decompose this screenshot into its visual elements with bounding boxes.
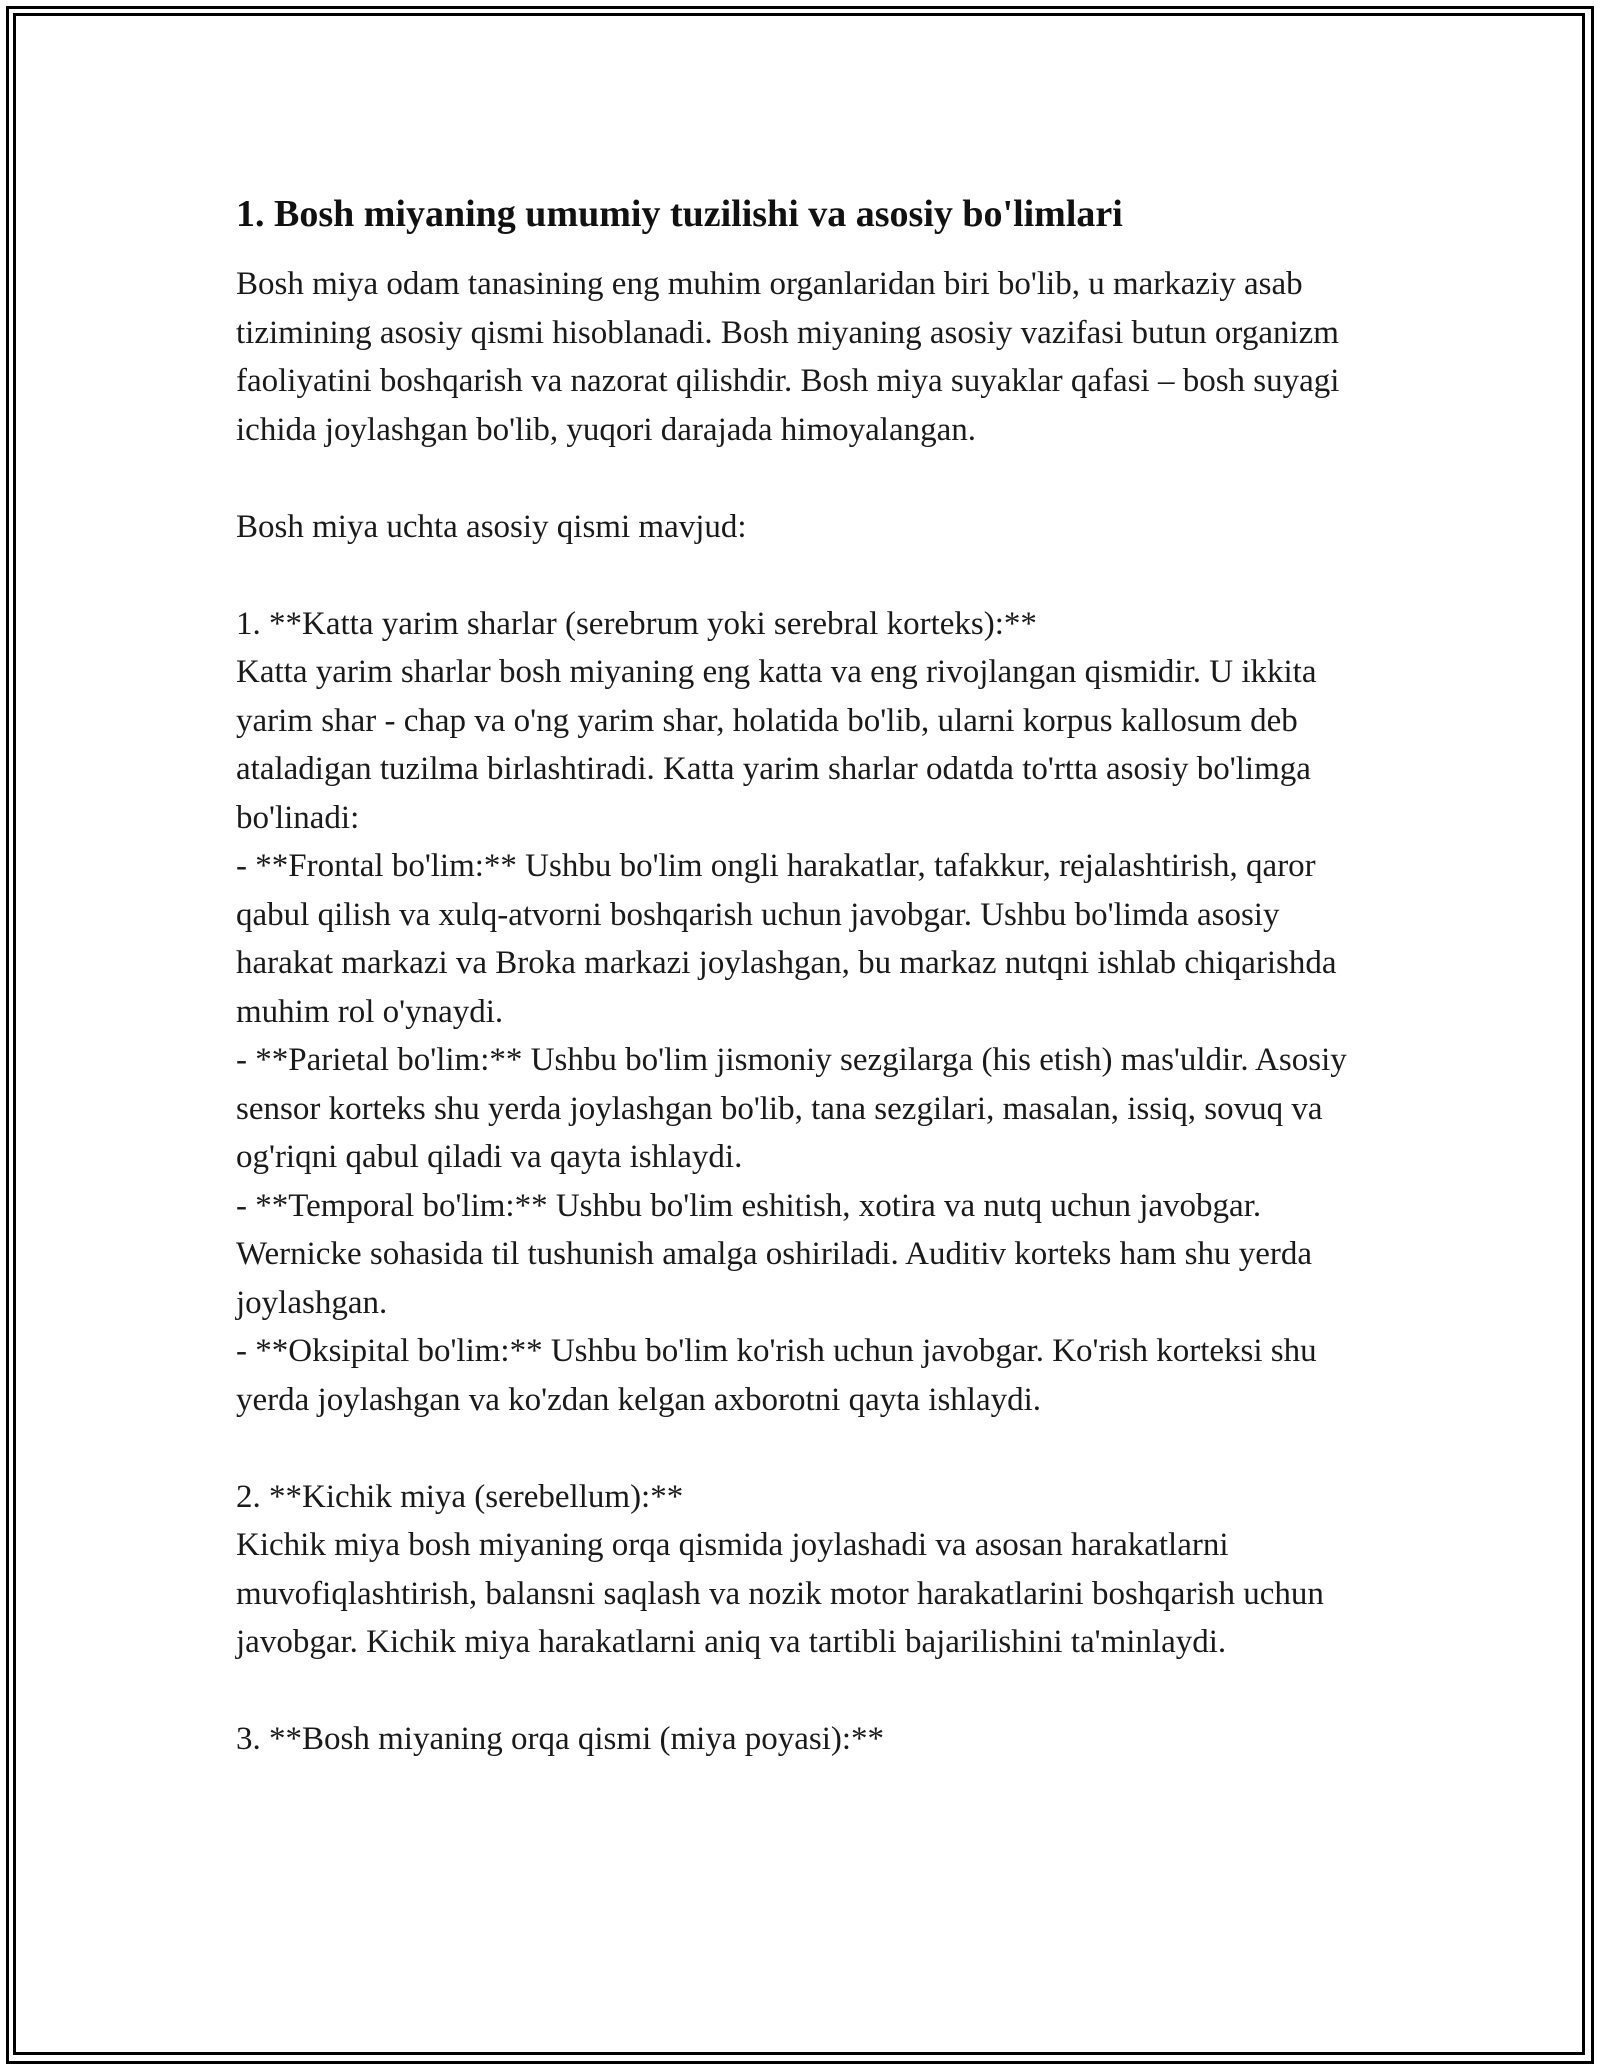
section1-frontal: - **Frontal bo'lim:** Ushbu bo'lim ongli harakatlar, tafakkur, rejalashtirish, qaror qabul qilish va xulq-atvorni boshqarish uchun javobgar. Ushbu bo'limda asosiy harakat markazi va Broka markazi joylashgan, bu markaz nutqni ishlab chiqarishda muhim rol o'ynaydi.: [236, 848, 1337, 1030]
section1-title: 1. **Katta yarim sharlar (serebrum yoki serebral korteks):**: [236, 605, 1037, 642]
section1-body: Katta yarim sharlar bosh miyaning eng katta va eng rivojlangan qismidir. U ikkita yarim shar - chap va o'ng yarim shar, holatida bo'lib, ularni korpus kallosum deb ataladigan tuzilma birlashtiradi. Katta yarim sharlar odatda to'rtta asosiy bo'limga bo'linadi:: [236, 654, 1317, 836]
section3-title: 3. **Bosh miyaning orqa qismi (miya poyasi):**: [236, 1721, 885, 1757]
section1-temporal: - **Temporal bo'lim:** Ushbu bo'lim eshitish, xotira va nutq uchun javobgar. Wernicke sohasida til tushunish amalga oshiriladi. Auditiv korteks ham shu yerda joylashgan.: [236, 1187, 1313, 1321]
section-heading: 1. Bosh miyaning umumiy tuzilishi va asosiy bo'limlari: [236, 193, 1123, 235]
paragraph-gap: [236, 1667, 1376, 1716]
intro-paragraph: Bosh miya odam tanasining eng muhim organlaridan biri bo'lib, u markaziy asab tizimining asosiy qismi hisoblanadi. Bosh miyaning asosiy vazifasi butun organizm faoliyatini boshqarish va nazorat qilishdir. Bosh miya suyaklar qafasi – bosh suyagi ichida joylashgan bo'lib, yuqori darajada himoyalangan.: [236, 266, 1340, 448]
document-body: [236, 188, 1376, 1764]
parts-intro: Bosh miya uchta asosiy qismi mavjud:: [236, 508, 747, 545]
paragraph-gap: [236, 551, 1376, 600]
section1-occipital: - **Oksipital bo'lim:** Ushbu bo'lim ko'rish uchun javobgar. Ko'rish korteksi shu yerda joylashgan va ko'zdan kelgan axborotni qayta ishlaydi.: [236, 1333, 1317, 1418]
section2-body: Kichik miya bosh miyaning orqa qismida joylashadi va asosan harakatlarni muvofiqlashtirish, balansni saqlash va nozik motor harakatlarini boshqarish uchun javobgar. Kichik miya harakatlarni aniq va tartibli bajarilishini ta'minlaydi.: [236, 1527, 1324, 1660]
section2-title: 2. **Kichik miya (serebellum):**: [236, 1478, 684, 1515]
section1-parietal: - **Parietal bo'lim:** Ushbu bo'lim jismoniy sezgilarga (his etish) mas'uldir. Asosiy sensor korteks shu yerda joylashgan bo'lib, tana sezgilari, masalan, issiq, sovuq va og'riqni qabul qiladi va qayta ishlaydi.: [236, 1042, 1347, 1175]
paragraph-gap: [236, 454, 1376, 503]
paragraph-gap: [236, 1424, 1376, 1473]
